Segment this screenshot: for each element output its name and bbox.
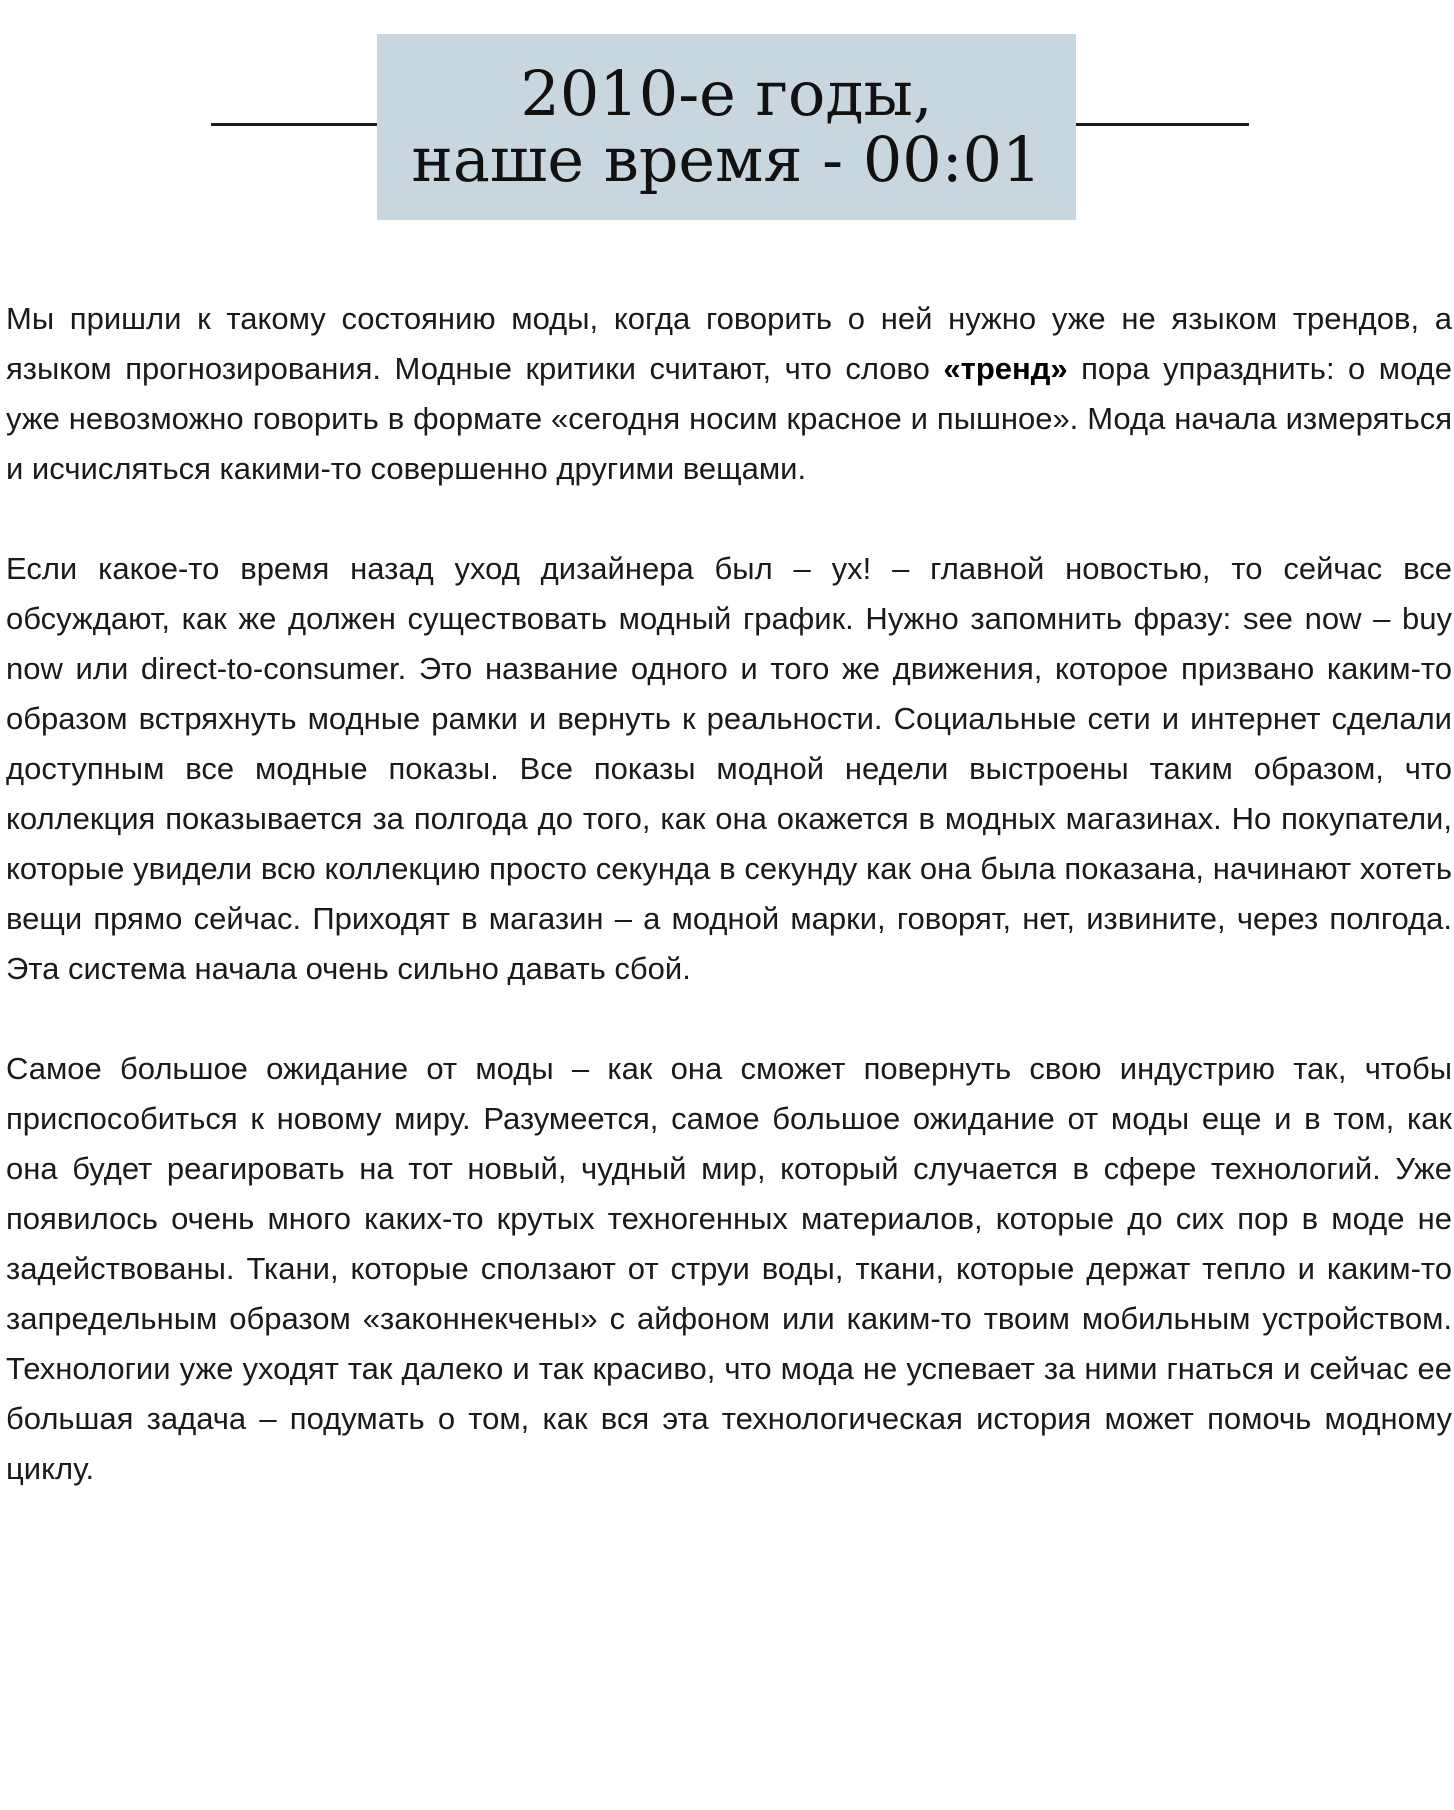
paragraph-3: Самое большое ожидание от моды – как она сможет повернуть свою индустрию так, чтобы приспособиться к новому миру. Разумеется, самое большое ожидание от моды еще и в том, как она будет реагировать на тот новый, чудный мир, который случается в сфере технологий. Уже появилось очень много каких-то крутых техногенных материалов, которые до сих пор в моде не задействованы. Ткани, которые сползают от струи воды, ткани, которые держат тепло и каким-то запредельным образом «законнекчены» с айфоном или каким-то твоим мобильным устройством. Технологии уже уходят так далеко и так красиво, что мода не успевает за ними гнаться и сейчас ее большая задача – подумать о том, как вся эта технологическая история может помочь модному циклу. (6, 1051, 1452, 1486)
article-body (6, 294, 1452, 1544)
paragraph-2: Если какое-то время назад уход дизайнера был – ух! – главной новостью, то сейчас все обсуждают, как же должен существовать модный график. Нужно запомнить фразу: see now – buy now или direct-to-consumer. Это название одного и того же движения, которое призвано каким-то образом встряхнуть модные рамки и вернуть к реальности. Социальные сети и интернет сделали доступным все модные показы. Все показы модной недели выстроены таким образом, что коллекция показывается за полгода до того, как она окажется в модных магазинах. Но покупатели, которые увидели всю коллекцию просто секунда в секунду как она была показана, начинают хотеть вещи прямо сейчас. Приходят в магазин – а модной марки, говорят, нет, извините, через полгода. Эта система начала очень сильно давать сбой. (6, 551, 1452, 986)
title-line-2: наше время - 00:01 (411, 123, 1042, 196)
page-title (411, 57, 1042, 196)
section-header (0, 34, 1454, 220)
paragraph-1-text-end: пора упразднить: о моде уже невозможно говорить в формате «сегодня носим красное и пышное». Мода начала измеряться и исчисляться какими-то совершенно другими вещами. (6, 351, 1452, 486)
header-rule-right (1076, 123, 1249, 126)
header-rule-left (211, 123, 377, 126)
trend-keyword: «тренд» (943, 351, 1068, 386)
paragraph-1 (6, 294, 1452, 494)
title-line-1: 2010-е годы, (520, 57, 933, 130)
paragraph-1-text-start: Мы пришли к такому состоянию моды, когда говорить о ней нужно уже не языком трендов, а языком прогнозирования. Модные критики считают, что слово (6, 301, 1452, 386)
title-box (377, 34, 1076, 220)
